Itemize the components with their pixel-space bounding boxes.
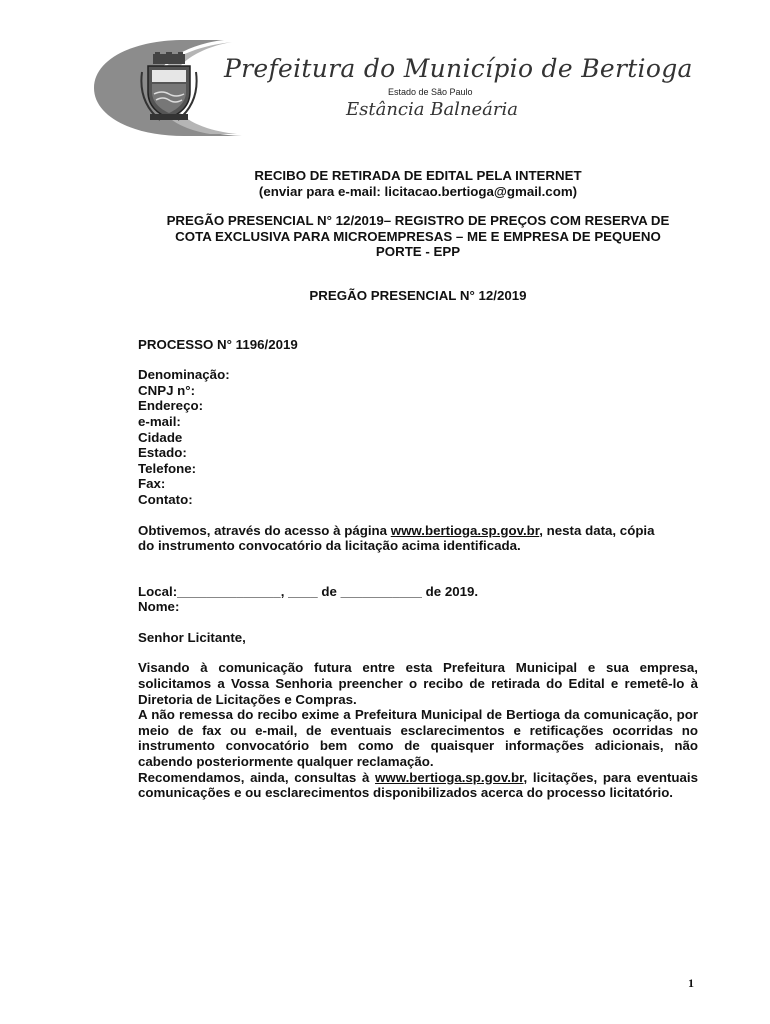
letterhead-title: Prefeitura do Município de Bertioga — [224, 54, 693, 83]
obtivemos-text-line2: do instrumento convocatório da licitação acima identificada. — [138, 538, 521, 554]
receipt-header — [138, 168, 698, 199]
pregao-title-line: PREGÃO PRESENCIAL N° 12/2019– REGISTRO DE PREÇOS COM RESERVA DE — [166, 213, 670, 229]
field-cnpj: CNPJ n°: — [138, 382, 196, 398]
nome-field: Nome: — [138, 599, 180, 615]
field-denominacao: Denominação: — [138, 367, 230, 383]
field-fax: Fax: — [138, 476, 166, 492]
field-endereco: Endereço: — [138, 398, 204, 414]
pregao-title-line: PORTE - EPP — [375, 244, 461, 260]
field-estado: Estado: — [138, 445, 187, 461]
page-number: 1 — [688, 976, 694, 990]
pregao-title-line: COTA EXCLUSIVA PARA MICROEMPRESAS – ME E EMPRESA DE PEQUENO — [175, 228, 661, 244]
recomendamos-text-after: , licitações, para eventuais comunicações e ou esclarecimentos disponibilizados acerca do processo licitatório. — [138, 769, 699, 801]
visando-paragraph: Visando à comunicação futura entre esta Prefeitura Municipal e sua empresa, solicitamos a Vossa Senhoria preencher o recibo de retirada do Edital e remetê-lo à Diretoria de Licitações e Compras. — [138, 660, 698, 707]
field-cidade: Cidade — [138, 429, 183, 445]
pregao-number: PREGÃO PRESENCIAL N° 12/2019 — [309, 287, 527, 303]
field-telefone: Telefone: — [138, 460, 197, 476]
salutation: Senhor Licitante, — [138, 629, 246, 645]
letterhead-state: Estado de São Paulo — [388, 87, 473, 97]
field-contato: Contato: — [138, 491, 193, 507]
obtivemos-paragraph — [138, 523, 698, 554]
bertioga-site-link-2[interactable]: www.bertioga.sp.gov.br — [375, 769, 524, 785]
obtivemos-text-after: , nesta data, cópia — [539, 522, 655, 538]
processo-number: PROCESSO N° 1196/2019 — [138, 336, 298, 352]
bertioga-site-link[interactable]: www.bertioga.sp.gov.br — [390, 522, 540, 538]
letterhead — [92, 38, 693, 138]
company-fields — [138, 367, 698, 507]
receipt-title: RECIBO DE RETIRADA DE EDITAL PELA INTERNET — [254, 168, 582, 183]
coat-of-arms-icon — [140, 52, 198, 122]
receipt-email-note: (enviar para e-mail: licitacao.bertioga@gmail.com) — [258, 183, 578, 199]
local-date-line: Local:______________, ____ de ___________ de 2019. — [138, 583, 479, 599]
obtivemos-text: Obtivemos, através do acesso à página — [138, 522, 391, 538]
recomendamos-text: Recomendamos, ainda, consultas à — [138, 769, 376, 785]
letterhead-subtitle: Estância Balneária — [346, 99, 519, 120]
nao-remessa-paragraph: A não remessa do recibo exime a Prefeitura Municipal de Bertioga da comunicação, por meio de fax ou e-mail, de eventuais esclarecimentos e retificações ocorridas no instrumento convocatório bem como de quaisquer informações adicionais, não cabendo posteriormente qualquer reclamação. — [138, 707, 698, 770]
document-body — [138, 168, 698, 801]
field-email: e-mail: — [138, 413, 181, 429]
recomendamos-paragraph — [138, 770, 698, 801]
pregao-full-title — [138, 213, 698, 260]
